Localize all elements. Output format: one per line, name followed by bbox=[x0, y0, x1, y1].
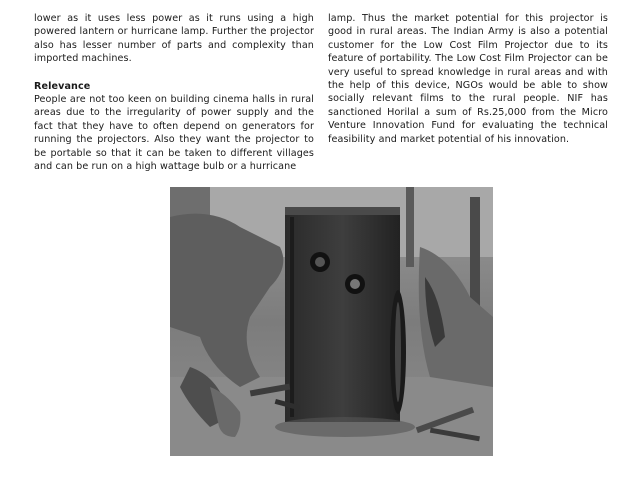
right-paragraph-1: lamp. Thus the market potential for this projector is good in rural areas. The Indian Army is also a potential customer for the Low Cost Film Projector due to its feature of portability. The Low Cost Film Projector can be very useful to spread knowledge in rural areas and with the help of this device, NGOs would be able to show socially relevant films to the rural people. NIF has sanctioned Horilal a sum of Rs.25,000 from the Micro Venture Innovation Fund for evaluating the technical feasibility and market potential of his innovation. bbox=[328, 13, 608, 145]
section-heading-relevance: Relevance bbox=[34, 80, 91, 92]
left-paragraph-2: People are not too keen on building cinema halls in rural areas due to the irregularity of power supply and the fact that they have to often depend on generators for running the projectors. Also they want the projector to be portable so that it can be taken to different villages and can be run on a high wattage bulb or a hurricane bbox=[34, 94, 314, 173]
left-paragraph-1: lower as it uses less power as it runs using a high powered lantern or hurricane lamp. Further the projector also has lesser number of parts and complexity than imported machines. bbox=[34, 13, 314, 65]
right-text-column bbox=[328, 12, 608, 146]
projector-photo bbox=[170, 187, 493, 456]
left-text-column bbox=[34, 12, 314, 173]
